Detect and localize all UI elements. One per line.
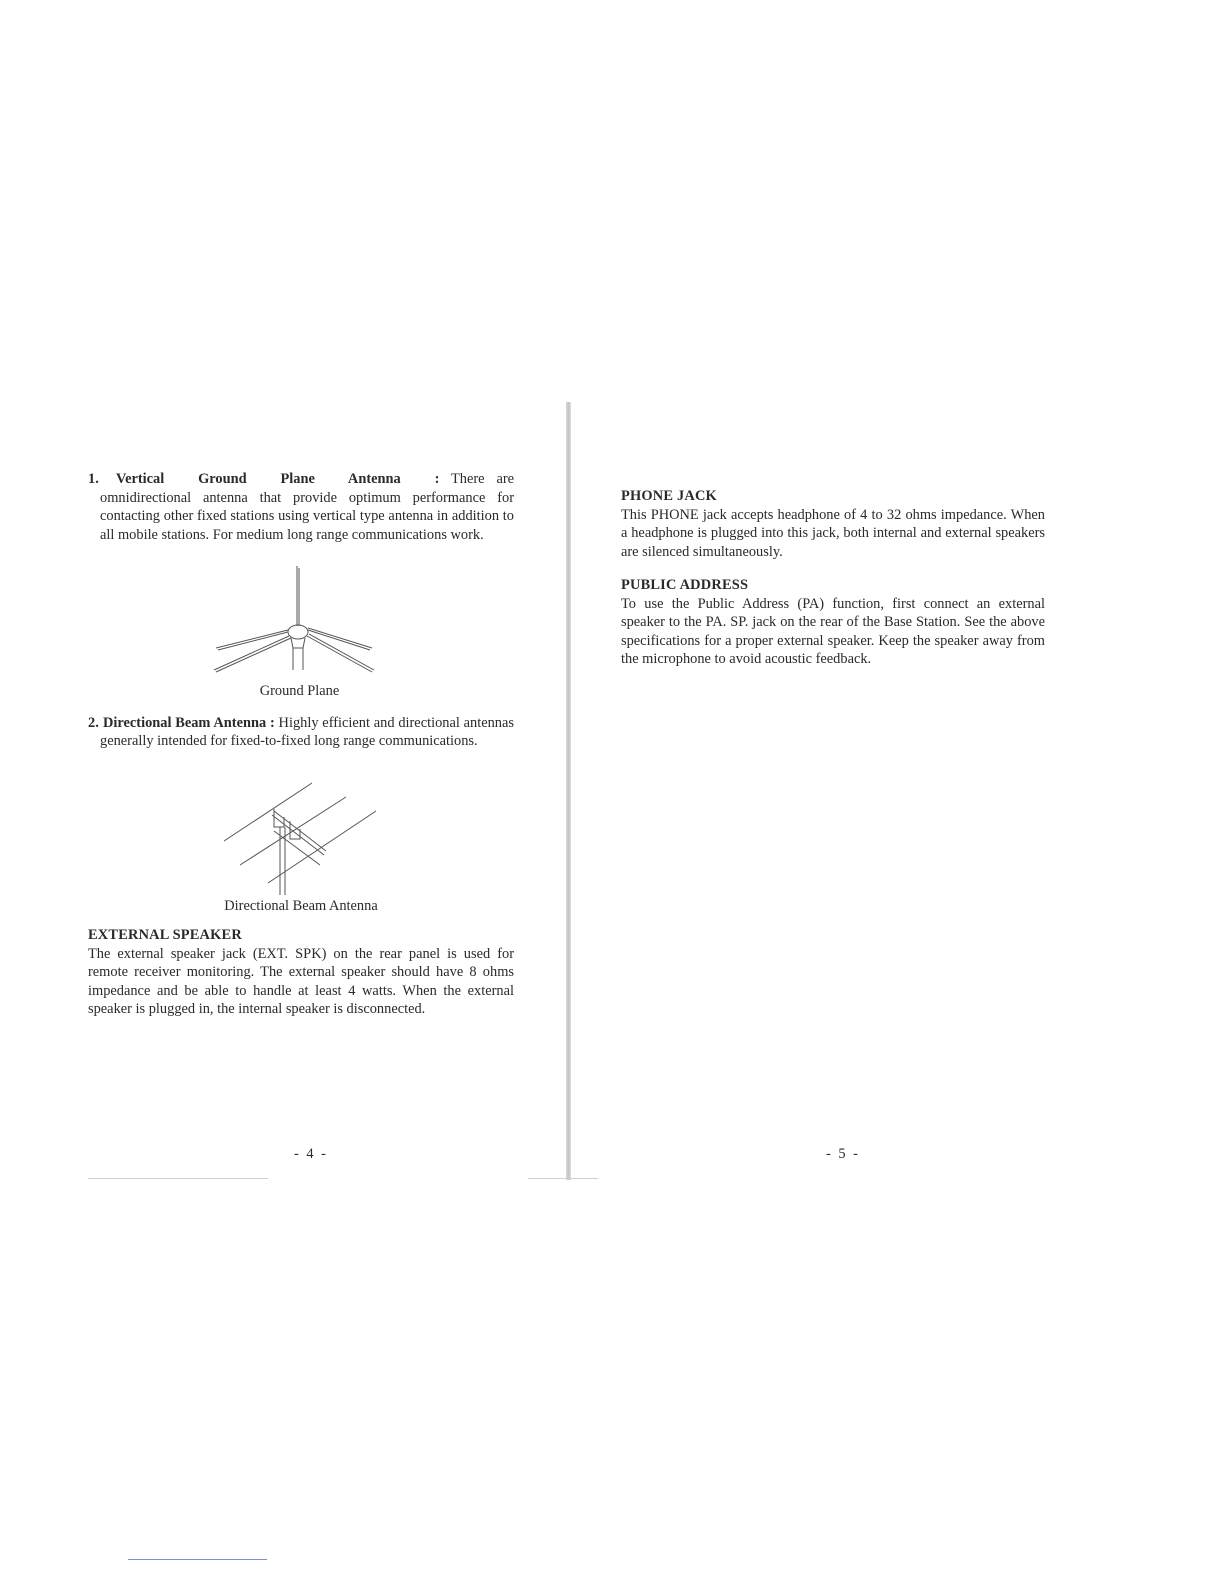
directional-beam-item (88, 714, 514, 751)
item-title: Directional Beam Antenna : (103, 714, 275, 731)
ground-plane-caption: Ground Plane (259, 683, 340, 699)
right-page (621, 487, 1045, 669)
item-text: Highly efficient and directional antennas generally intended for fixed-to-fixed long range communications. (100, 714, 514, 749)
directional-beam-figure (88, 769, 514, 899)
item-number: 1. (88, 471, 99, 487)
item-title: Vertical Ground Plane Antenna : (116, 471, 440, 487)
external-speaker-heading: EXTERNAL SPEAKER (88, 927, 242, 943)
page-number-right: - 5 - (826, 1146, 860, 1162)
item-number: 2. (88, 714, 99, 731)
ground-plane-item (88, 470, 514, 544)
ground-plane-antenna-drawing (88, 566, 514, 678)
public-address-text: To use the Public Address (PA) function, first connect an external speaker to the PA. SP. jack on the rear of the Base Station. See the above specifications for a proper external speaker. Keep the speaker away from the microphone to avoid acoustic feedback. (621, 595, 1045, 667)
scan-artifact-line (88, 1178, 268, 1179)
left-page (88, 470, 514, 1019)
directional-beam-caption: Directional Beam Antenna (224, 897, 378, 914)
scan-artifact-blue-line (128, 1559, 267, 1560)
external-speaker-text: The external speaker jack (EXT. SPK) on the rear panel is used for remote receiver monitoring. The external speaker should have 8 ohms impedance and be able to handle at least 4 watts. When the external speaker is plugged in, the internal speaker is disconnected. (88, 945, 514, 1017)
phone-jack-text: This PHONE jack accepts headphone of 4 to 32 ohms impedance. When a headphone is plugged into this jack, both internal and external speakers are silenced simultaneously. (621, 506, 1045, 560)
phone-jack-heading: PHONE JACK (621, 488, 717, 504)
directional-beam-antenna-drawing (88, 769, 514, 899)
item-text: There are omnidirectional antenna that provide optimum performance for contacting other fixed stations using vertical type antenna in addition to all mobile stations. For medium long range communications work. (100, 471, 515, 543)
public-address-heading: PUBLIC ADDRESS (621, 577, 749, 593)
page-number-left: - 4 - (294, 1146, 328, 1162)
book-binding-shadow (566, 402, 571, 1180)
ground-plane-figure (88, 566, 514, 686)
scan-artifact-line (528, 1178, 598, 1179)
